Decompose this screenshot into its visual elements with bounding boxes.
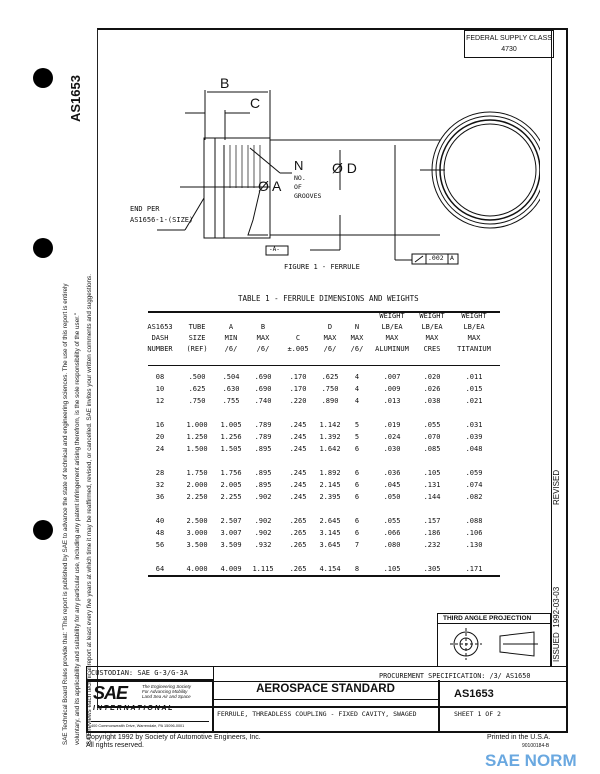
end-note-line: AS1656-1-(SIZE) <box>130 216 194 224</box>
dim-d-label: Ø D <box>332 160 357 176</box>
column-header: MAX <box>425 334 439 342</box>
grooves-note-line: OF <box>294 183 302 191</box>
column-header: LB/EA <box>463 323 485 331</box>
table-cell: .080 <box>383 541 401 549</box>
table-cell: .013 <box>383 397 401 405</box>
table-cell: .245 <box>289 421 307 429</box>
projection-symbol-icon <box>438 624 550 664</box>
table-cell: .690 <box>254 385 272 393</box>
figure-caption: FIGURE 1 - FERRULE <box>284 263 360 271</box>
table-cell: 3.645 <box>319 541 341 549</box>
table-cell: .902 <box>254 517 272 525</box>
table-cell: .036 <box>383 469 401 477</box>
side-notice-line: SAE Technical Board Rules provide that: "This report is published by SAE to advance the state of technical and engineering sciences. The use of this report is entirely <box>62 283 69 745</box>
issued-date: 1992-03-03 <box>552 586 561 628</box>
table-cell: .050 <box>383 493 401 501</box>
datum-label: -A- <box>269 246 280 253</box>
table-cell: .019 <box>383 421 401 429</box>
table-cell: .024 <box>383 433 401 441</box>
table-cell: 1.005 <box>220 421 242 429</box>
table-cell: 3.000 <box>186 529 208 537</box>
table-cell: .074 <box>465 481 483 489</box>
table-cell: .789 <box>254 421 272 429</box>
table-cell: 5 <box>354 433 360 441</box>
table-cell: .895 <box>254 469 272 477</box>
federal-supply-label: FEDERAL SUPPLY CLASS <box>466 35 552 42</box>
table-cell: .265 <box>289 565 307 573</box>
column-header: WEIGHT <box>379 312 405 320</box>
rights-line: All rights reserved. <box>86 742 144 749</box>
table-cell: .026 <box>423 385 441 393</box>
end-note <box>130 204 193 226</box>
projection-box <box>437 613 551 667</box>
procurement-spec: PROCUREMENT SPECIFICATION: /3/ AS1650 <box>213 666 568 682</box>
table-cell: 2.500 <box>186 517 208 525</box>
table-cell: .021 <box>465 397 483 405</box>
table-cell: .750 <box>321 385 339 393</box>
table-cell: 2.250 <box>186 493 208 501</box>
grooves-note <box>294 174 321 201</box>
grooves-note-line: NO. <box>294 174 306 182</box>
document-title: FERRULE, THREADLESS COUPLING - FIXED CAVITY, SWAGED <box>212 699 439 733</box>
table-cell: 2.395 <box>319 493 341 501</box>
table-cell: .106 <box>465 529 483 537</box>
table-cell: 20 <box>155 433 165 441</box>
table-cell: 1.142 <box>319 421 341 429</box>
table-cell: 2.645 <box>319 517 341 525</box>
table-cell: .789 <box>254 433 272 441</box>
federal-supply-class-box <box>464 30 554 58</box>
table-cell: 8 <box>354 565 360 573</box>
table-cell: .170 <box>289 385 307 393</box>
column-header: MAX <box>385 334 399 342</box>
copyright-line: Copyright 1992 by Society of Automotive Engineers, Inc. <box>86 734 261 741</box>
table-cell: .170 <box>289 373 307 381</box>
table-cell: 08 <box>155 373 165 381</box>
column-header: /6/ <box>350 345 364 353</box>
table-cell: .690 <box>254 373 272 381</box>
table-cell: .245 <box>289 481 307 489</box>
table-cell: .055 <box>423 421 441 429</box>
column-header: MAX <box>467 334 481 342</box>
table-cell: .504 <box>222 373 240 381</box>
table-cell: 6 <box>354 517 360 525</box>
projection-label: THIRD ANGLE PROJECTION <box>438 614 550 624</box>
table-cell: 2.000 <box>186 481 208 489</box>
table-cell: .245 <box>289 445 307 453</box>
table-cell: .048 <box>465 445 483 453</box>
table-cell: .750 <box>188 397 206 405</box>
side-notice-line: SAE reviews each technical report at least every five years at which time it may be reaffirmed, revised, or cancelled. SAE invites your written comments and suggestions. <box>86 274 93 745</box>
table-cell: 4.000 <box>186 565 208 573</box>
dim-b-label: B <box>220 75 230 91</box>
table-header-rule <box>148 365 500 366</box>
table-cell: .890 <box>321 397 339 405</box>
table-cell: .625 <box>188 385 206 393</box>
table-cell: .030 <box>383 445 401 453</box>
table-bottom-rule <box>148 575 500 577</box>
sae-international: I N T E R N A T I O N A L <box>93 705 173 712</box>
table-cell: .020 <box>423 373 441 381</box>
table-cell: 4.009 <box>220 565 242 573</box>
table-cell: .105 <box>423 469 441 477</box>
column-header: MAX <box>323 334 337 342</box>
printed-in: Printed in the U.S.A. <box>487 734 551 741</box>
table-cell: .500 <box>188 373 206 381</box>
table-cell: .245 <box>289 469 307 477</box>
table-cell: .245 <box>289 493 307 501</box>
column-header: N <box>354 323 360 331</box>
doc-number: AS1653 <box>454 688 494 700</box>
table-cell: .055 <box>383 517 401 525</box>
custodian: CUSTODIAN: SAE G-3/G-3A <box>86 666 214 680</box>
table-cell: 7 <box>354 541 360 549</box>
table-cell: 48 <box>155 529 165 537</box>
table-cell: 3.145 <box>319 529 341 537</box>
table-cell: 1.756 <box>220 469 242 477</box>
column-header: NUMBER <box>147 345 173 353</box>
table-cell: 1.000 <box>186 421 208 429</box>
sae-address: 400 Commonwealth Drive, Warrendale, PA 15096-0001 <box>91 721 209 728</box>
table-cell: 1.250 <box>186 433 208 441</box>
table-cell: 1.892 <box>319 469 341 477</box>
table-cell: 1.500 <box>186 445 208 453</box>
punch-hole-icon <box>33 520 53 540</box>
issued-label: ISSUED <box>552 632 561 662</box>
table-cell: 10 <box>155 385 165 393</box>
table-cell: .305 <box>423 565 441 573</box>
table-cell: 4 <box>354 373 360 381</box>
sae-logo: SAE <box>93 683 128 703</box>
table-cell: .082 <box>465 493 483 501</box>
column-header: /6/ <box>224 345 238 353</box>
column-header: MIN <box>224 334 238 342</box>
table-cell: .265 <box>289 529 307 537</box>
federal-supply-value: 4730 <box>501 46 517 53</box>
column-header: CRES <box>423 345 441 353</box>
column-header: TITANIUM <box>457 345 491 353</box>
grooves-note-line: GROOVES <box>294 192 322 200</box>
table-cell: .038 <box>423 397 441 405</box>
table-cell: .932 <box>254 541 272 549</box>
table-cell: 2.255 <box>220 493 242 501</box>
column-header: LB/EA <box>381 323 403 331</box>
ferrule-drawing <box>120 70 540 280</box>
table-cell: .220 <box>289 397 307 405</box>
table-cell: 4 <box>354 385 360 393</box>
table-cell: 1.392 <box>319 433 341 441</box>
table-cell: .039 <box>465 433 483 441</box>
column-header: MAX <box>256 334 270 342</box>
punch-hole-icon <box>33 238 53 258</box>
table-cell: 16 <box>155 421 165 429</box>
table-cell: .740 <box>254 397 272 405</box>
end-note-line: END PER <box>130 205 160 213</box>
table-cell: 2.507 <box>220 517 242 525</box>
dim-c-label: C <box>250 95 261 111</box>
tolerance-value: .002 <box>428 254 444 262</box>
table-cell: 4.154 <box>319 565 341 573</box>
table-cell: 2.145 <box>319 481 341 489</box>
table-cell: 6 <box>354 445 360 453</box>
column-header: (REF) <box>186 345 208 353</box>
side-notice-line: voluntary, and its applicability and suitability for any particular use, including any patent infringement arising therefrom, is the sole responsibility of the user." <box>74 313 81 745</box>
column-header: /6/ <box>256 345 270 353</box>
column-header: D <box>327 323 333 331</box>
table-cell: .007 <box>383 373 401 381</box>
column-header: ±.005 <box>287 345 309 353</box>
dim-a-label: Ø A <box>258 178 282 194</box>
table-cell: 12 <box>155 397 165 405</box>
table-cell: .011 <box>465 373 483 381</box>
table-cell: .045 <box>383 481 401 489</box>
sae-tagline <box>142 684 191 699</box>
table-cell: .105 <box>383 565 401 573</box>
table-cell: .630 <box>222 385 240 393</box>
table-top-rule <box>148 311 500 313</box>
tolerance-datum: A <box>450 254 454 262</box>
table-cell: .066 <box>383 529 401 537</box>
table-cell: 3.509 <box>220 541 242 549</box>
table-cell: .171 <box>465 565 483 573</box>
column-header: WEIGHT <box>419 312 445 320</box>
column-header: LB/EA <box>421 323 443 331</box>
table-cell: 4 <box>354 397 360 405</box>
watermark-logo: SAE NORM <box>485 751 577 770</box>
dim-n-label: N <box>294 158 304 173</box>
table-cell: 3.007 <box>220 529 242 537</box>
column-header: TUBE <box>188 323 206 331</box>
right-strip-divider <box>551 28 552 666</box>
table-cell: .070 <box>423 433 441 441</box>
table-cell: .085 <box>423 445 441 453</box>
table-cell: 40 <box>155 517 165 525</box>
table-cell: .015 <box>465 385 483 393</box>
tagline-line: Land Sea Air and Space <box>142 694 191 699</box>
table-cell: 56 <box>155 541 165 549</box>
table-cell: .265 <box>289 517 307 525</box>
table-cell: .895 <box>254 445 272 453</box>
table-cell: 5 <box>354 421 360 429</box>
table-cell: .130 <box>465 541 483 549</box>
table-cell: .902 <box>254 493 272 501</box>
doc-number-block <box>438 680 568 733</box>
table-cell: 1.505 <box>220 445 242 453</box>
column-header: DASH <box>151 334 169 342</box>
table-cell: .625 <box>321 373 339 381</box>
print-code: 90100184-B <box>522 743 550 749</box>
revised-label: REVISED <box>552 469 561 505</box>
table-cell: .009 <box>383 385 401 393</box>
table-cell: 32 <box>155 481 165 489</box>
table-cell: .131 <box>423 481 441 489</box>
table-cell: 6 <box>354 469 360 477</box>
column-header: SIZE <box>188 334 206 342</box>
column-header: AS1653 <box>147 323 173 331</box>
column-header: C <box>295 334 301 342</box>
copyright <box>86 734 261 750</box>
table-cell: .245 <box>289 433 307 441</box>
table-title: TABLE 1 - FERRULE DIMENSIONS AND WEIGHTS <box>238 294 419 303</box>
punch-hole-icon <box>33 68 53 88</box>
table-cell: 1.750 <box>186 469 208 477</box>
table-cell: .186 <box>423 529 441 537</box>
table-cell: 28 <box>155 469 165 477</box>
aerospace-standard-label: AEROSPACE STANDARD <box>212 680 439 700</box>
table-cell: .157 <box>423 517 441 525</box>
issued-stamp <box>552 587 561 662</box>
sae-logo-block <box>86 680 214 733</box>
table-cell: .755 <box>222 397 240 405</box>
table-cell: 1.256 <box>220 433 242 441</box>
table-cell: 1.642 <box>319 445 341 453</box>
column-header: WEIGHT <box>461 312 487 320</box>
column-header: A <box>228 323 234 331</box>
tagline-line: The Engineering Society <box>142 684 192 689</box>
table-cell: .265 <box>289 541 307 549</box>
table-cell: 36 <box>155 493 165 501</box>
table-cell: .059 <box>465 469 483 477</box>
table-cell: 3.500 <box>186 541 208 549</box>
table-cell: .232 <box>423 541 441 549</box>
column-header: B <box>260 323 266 331</box>
tagline-line: For Advancing Mobility <box>142 689 188 694</box>
sheet-number: SHEET 1 OF 2 <box>454 710 501 718</box>
table-cell: 2.005 <box>220 481 242 489</box>
column-header: ALUMINUM <box>375 345 409 353</box>
table-cell: 6 <box>354 481 360 489</box>
table-cell: .895 <box>254 481 272 489</box>
table-cell: 1.115 <box>252 565 274 573</box>
column-header: /6/ <box>323 345 337 353</box>
table-cell: .144 <box>423 493 441 501</box>
table-cell: .902 <box>254 529 272 537</box>
column-header: MAX <box>350 334 364 342</box>
table-cell: .088 <box>465 517 483 525</box>
table-cell: 64 <box>155 565 165 573</box>
table-cell: 6 <box>354 493 360 501</box>
side-doc-number: AS1653 <box>68 75 83 122</box>
table-cell: 24 <box>155 445 165 453</box>
table-cell: 6 <box>354 529 360 537</box>
table-cell: .031 <box>465 421 483 429</box>
